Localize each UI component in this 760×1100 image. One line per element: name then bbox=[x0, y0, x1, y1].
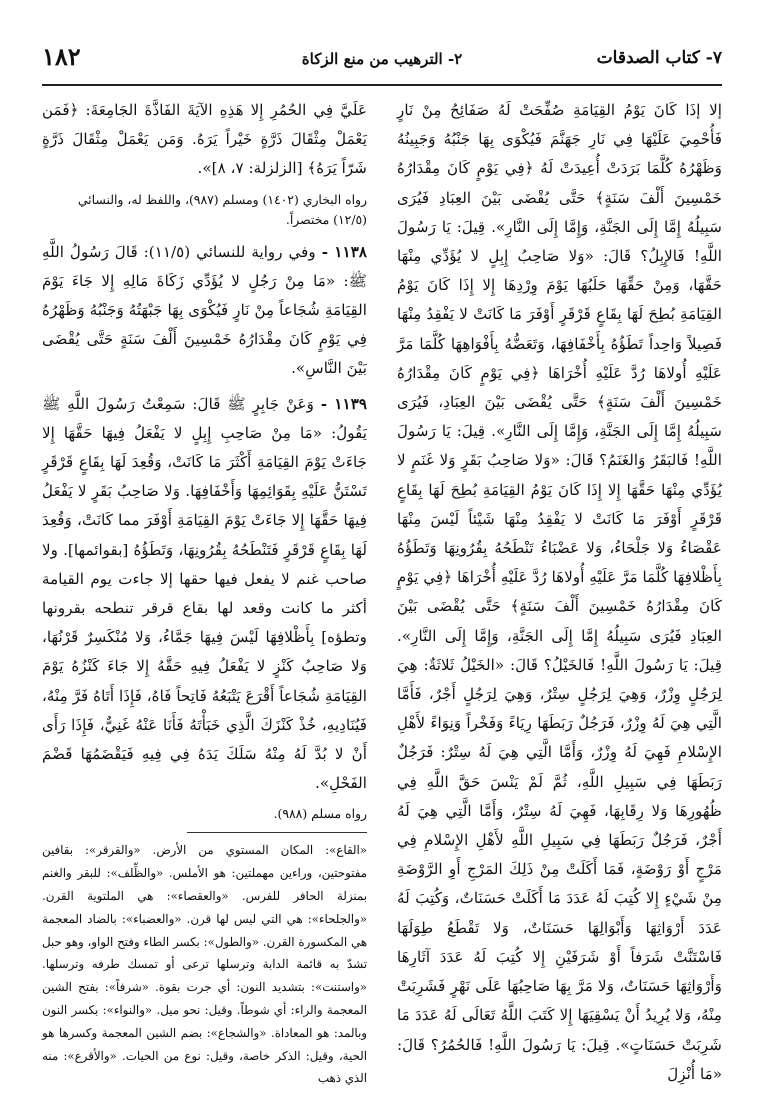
hadith-text: إلا إذَا كَانَ يَوْمُ القِيَامَةِ صُفِّحَتْ لَهُ صَفَائِحُ مِنْ نَارٍ فَأُحْمِيَ عَلَيْهَا فِي نَارِ جَهَنَّمَ فَيُكْوَى بِهَا جَنْبُهُ وَجَبِينُهُ وَظَهْرُهُ كُلَّمَا بَرَدَتْ أُعِيدَتْ لَهُ ﴿فِي يَوْمٍ كَانَ مِقْدَارُهُ خَمْسِينَ أَلْفَ سَنَةٍ﴾ حَتَّى يُقْضَى بَيْنَ العِبَادِ فَيُرَى سَبِيلُهُ إِمَّا إِلَى الجَنَّةِ، وَإِمَّا إِلَى النَّارِ». قِيلَ: يَا رَسُولَ اللَّهِ! فَالإِبِلُ؟ قَالَ: «وَلا صَاحِبُ إِبِلٍ لا يُؤَدِّي مِنْهَا حَقَّهَا، وَمِنْ حَقِّهَا حَلَبُهَا يَوْمَ وِرْدِهَا إِلا إِذَا كَانَ يَوْمُ القِيَامَةِ بُطِحَ لَهَا بِقَاعٍ قَرْقَرٍ أَوْفَرَ مَا كَانَتْ لا يَفْقِدُ مِنْهَا فَصِيلاً وَاحِداً تَطَؤُهُ بِأَخْفَافِهَا، وَتَعَضُّهُ بِأَفْوَاهِهَا كُلَّمَا مَرَّ عَلَيْهِ أُولاهَا رُدَّ عَلَيْهِ أُخْرَاهَا ﴿فِي يَوْمٍ كَانَ مِقْدَارُهُ خَمْسِينَ أَلْفَ سَنَةٍ﴾ حَتَّى يُقْضَى بَيْنَ العِبَادِ، فَيُرَى سَبِيلُهُ إِمَّا إِلَى الجَنَّةِ، وَإِمَّا إِلَى النَّارِ». قِيلَ: يَا رَسُولَ اللَّهِ! فَالبَقَرُ وَالغَنَمُ؟ قَالَ: «وَلا صَاحِبُ بَقَرٍ وَلا غَنَمٍ لا يُؤَدِّي مِنْهَا حَقَّهَا إِلا إِذَا كَانَ يَوْمُ القِيَامَةِ بُطِحَ لَهَا بِقَاعٍ قَرْقَرٍ أَوْفَرَ مَا كَانَتْ لا يَفْقِدُ مِنْهَا شَيْئاً لَيْسَ مِنْهَا عَقْصَاءُ وَلا جَلْحَاءُ، وَلا عَضْبَاءُ تَنْطَحُهُ بِقُرُونِهَا وَتَطَؤُهُ بِأَظْلافِهَا كُلَّمَا مَرَّ عَلَيْهِ أُولاهَا رُدَّ عَلَيْهِ أُخْرَاهَا ﴿فِي يَوْمٍ كَانَ مِقْدَارُهُ خَمْسِينَ أَلْفَ سَنَةٍ﴾ حَتَّى يُقْضَى بَيْنَ العِبَادِ فَيُرَى سَبِيلُهُ إِمَّا إِلَى الجَنَّةِ، وَإِمَّا إِلَى النَّارِ». قِيلَ: يَا رَسُولَ اللَّهِ! فَالخَيْلُ؟ قَالَ: «الخَيْلُ ثَلاثَةٌ: هِيَ لِرَجُلٍ وِزْرٌ، وَهِيَ لِرَجُلٍ سِتْرٌ، وَهِيَ لِرَجُلٍ أَجْرٌ، فَأَمَّا الَّتِي هِيَ لَهُ وِزْرٌ، فَرَجُلٌ رَبَطَهَا رِيَاءً وَفَخْراً وَنِوَاءً لأَهْلِ الإِسْلامِ فَهِيَ لَهُ وِزْرٌ، وَأَمَّا الَّتِي هِيَ لَهُ سِتْرٌ: فَرَجُلٌ رَبَطَهَا فِي سَبِيلِ اللَّهِ، ثُمَّ لَمْ يَنْسَ حَقَّ اللَّهِ فِي ظُهُورِهَا وَلا رِقَابِهَا، فَهِيَ لَهُ سِتْرٌ، وَأَمَّا الَّتِي هِيَ لَهُ أَجْرٌ، فَرَجُلٌ رَبَطَهَا فِي سَبِيلِ اللَّهِ لأَهْلِ الإِسْلامِ فِي مَرْجٍ أَوْ رَوْضَةٍ، فَمَا أَكَلَتْ مِنْ ذَلِكَ المَرْجِ أَوِ الرَّوْضَةِ مِنْ شَيْءٍ إِلا كُتِبَ لَهُ عَدَدَ مَا أَكَلَتْ حَسَنَاتٌ، وَكُتِبَ لَهُ عَدَدَ أَرْوَاثِهَا وَأَبْوَالِهَا حَسَنَاتٌ، وَلا تَقْطَعُ طِوَلَهَا فَاسْتَنَّتْ شَرَفاً أَوْ شَرَفَيْنِ إِلا كُتِبَ لَهُ عَدَدَ آثَارِهَا وَأَرْوَاثِهَا حَسَنَاتٌ، وَلا مَرَّ بِهَا صَاحِبُهَا عَلَى نَهْرٍ فَشَرِبَتْ مِنْهُ، وَلا يُرِيدُ أَنْ يَسْقِيَهَا إِلا كَتَبَ اللَّهُ تَعَالَى لَهُ عَدَدَ مَا شَرِبَتْ حَسَنَاتٍ». قِيلَ: يَا رَسُولَ اللَّهِ! فَالحُمُرُ؟ قَالَ: «مَا أُنْزِلَ bbox=[397, 101, 722, 1083]
source-reference: رواه البخاري (١٤٠٢) ومسلم (٩٨٧)، واللفظ له، والنسائي (١٢/٥) مختصراً. bbox=[77, 191, 367, 227]
hadith-number: ١١٣٨ - bbox=[321, 242, 368, 261]
hadith-body: وفي رواية للنسائي (١١/٥): قَالَ رَسُولُ اللَّهِ ﷺ: «مَا مِنْ رَجُلٍ لا يُؤَدِّي زَكَاةَ مَالِهِ إِلا جَاءَ يَوْمَ القِيَامَةِ شُجَاعاً مِنْ نَارٍ فَيُكْوَى بِهَا جَبْهَتُهُ وَجَنْبُهُ وَظَهْرُهُ فِي يَوْمٍ كَانَ مِقْدَارُهُ خَمْسِينَ أَلْفَ سَنَةٍ حَتَّى يُقْضَى بَيْنَ النَّاسِ». bbox=[42, 242, 367, 378]
section-title: ٢- الترهيب من منع الزكاة bbox=[301, 50, 463, 68]
hadith-1138 bbox=[42, 238, 367, 384]
hadith-number: ١١٣٩ - bbox=[320, 394, 368, 413]
text-columns bbox=[42, 96, 722, 1086]
hadith-body: وَعَنْ جَابِرٍ ﷺ قَالَ: سَمِعْتُ رَسُولَ اللَّهِ ﷺ يَقُولُ: «مَا مِنْ صَاحِبِ إِبِلٍ لا يَفْعَلُ فِيهَا حَقَّهَا إِلا جَاءَتْ يَوْمَ القِيَامَةِ أَكْثَرَ مَا كَانَتْ، وَقُعِدَ لَهَا بِقَاعٍ قَرْقَرٍ تَسْتَنُّ عَلَيْهِ بِقَوَائِمِهَا وَأَخْفَافِهَا. وَلا صَاحِبُ بَقَرٍ لا يَفْعَلُ فِيهَا حَقَّهَا إِلا جَاءَتْ يَوْمَ القِيَامَةِ أَوْفَرَ مما كَانَتْ، وَقُعِدَ لَهَا بِقَاعٍ قَرْقَرٍ فَتَنْطَحُهُ بِقُرُونِهَا، وَتَطَؤُهُ [بقوائمها]. ولا صاحب غنم لا يفعل فيها حقها إلا جاءت يوم القيامة أكثر ما كانت وقعد لها بقاع قرقر تنطحه بقرونها وتطؤه] بِأَظْلافِهَا لَيْسَ فِيهَا جَمَّاءُ، وَلا مُنْكَسِرٌ قَرْنُهَا، وَلا صَاحِبُ كَنْزٍ لا يَفْعَلُ فِيهِ حَقَّهُ إِلا جَاءَ كَنْزُهُ يَوْمَ القِيَامَةِ شُجَاعاً أَقْرَعَ يَتْبَعُهُ فَاتِحاً فَاهُ، فَإِذَا أَتَاهُ فَرَّ مِنْهُ، فَيُنَادِيهِ، خُذْ كَنْزَكَ الَّذِي خَبَأْتَهُ فَأَنَا عَنْهُ غَنِيٌّ، فَإِذَا رَأَى أَنْ لا بُدَّ لَهُ مِنْهُ سَلَكَ يَدَهُ فِي فِيهِ فَيَقْضَمُهَا قَضْمَ الفَحْلِ». bbox=[42, 394, 367, 793]
page-number: ١٨٢ bbox=[42, 42, 81, 71]
hadith-continuation: عَلَيَّ فِي الحُمُرِ إِلا هَذِهِ الآيَةَ الفَاذَّةَ الجَامِعَةَ: ﴿فَمَن يَعْمَلْ مِثْقَالَ ذَرَّةٍ خَيْراً يَرَهُ. وَمَن يَعْمَلْ مِثْقَالَ ذَرَّةٍ شَرّاً يَرَهُ﴾ [الزلزلة: ٧، ٨]». bbox=[42, 101, 367, 178]
source-reference: رواه مسلم (٩٨٨). bbox=[273, 806, 367, 822]
right-column bbox=[397, 96, 722, 1095]
page-header bbox=[42, 40, 722, 86]
footnotes: «القاع»: المكان المستوي من الأرض. «والقرقر»: بقافين مفتوحتين، وراءين مهملتين: هو الأملس. «والظِّلف»: للبقر والغنم بمنزلة الحافر للفرس. «والعقصاء»: هي الملتوية القرن. «والجلحاء»: هي التي ليس لها قرن. «والعضباء»: بالضاد المعجمة هي المكسورة القرن. «والطول»: بكسر الطاء وفتح الواو، وهو حبل تشدّ به قائمة الدابة وترسلها ترعى أو تمسك طرفه وترسلها. «واستنت»: بتشديد النون: أي جرت بقوة. «شرفاً»: بفتح الشين المعجمة والراء: أي شوطاً. وقيل: نحو ميل. «والنواء»: بكسر النون وبالمد: هو المعاداة. «والشجاع»: بضم الشين المعجمة وكسرها هو الحية، وقيل: الذكر خاصة، وقيل: نوع من الحيات. «والأقرع»: منه الذي ذهب bbox=[42, 843, 367, 1086]
footnote-divider bbox=[187, 832, 367, 833]
book-page bbox=[42, 40, 722, 1086]
chapter-title: ٧- كتاب الصدقات bbox=[596, 48, 722, 68]
left-column bbox=[42, 96, 367, 1090]
hadith-1139 bbox=[42, 390, 367, 799]
